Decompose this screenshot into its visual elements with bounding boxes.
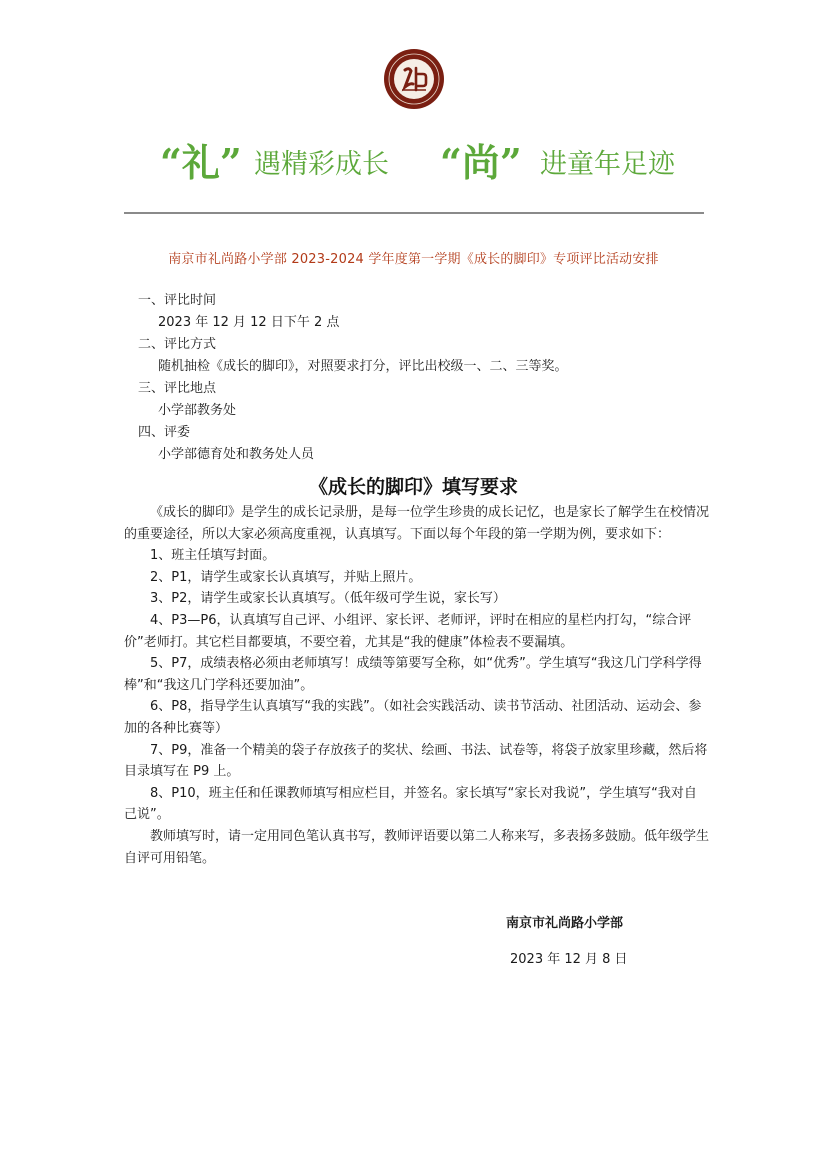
signature: 南京市礼尚路小学部	[506, 916, 624, 931]
outline-detail-judges: 小学部德育处和教务处人员	[158, 447, 315, 462]
slogan-phrase-1: 遇精彩成长	[254, 149, 389, 180]
requirement-item: 6、P8，指导学生认真填写“我的实践”。（如社会实践活动、读书节活动、社团活动、运动会、参加的各种比赛等）	[124, 699, 702, 736]
slogan-quote-shang: “尚”	[440, 140, 522, 185]
outline-heading-method: 二、评比方式	[138, 337, 217, 352]
slogan-banner	[0, 138, 827, 198]
requirement-item: 8、P10，班主任和任课教师填写相应栏目，并签名。家长填写“家长对我说”，学生填写“我对自己说”。	[124, 785, 697, 823]
requirement-item: 3、P2，请学生或家长认真填写。（低年级可学生说，家长写）	[150, 591, 506, 607]
requirement-item: 2、P1，请学生或家长认真填写，并贴上照片。	[150, 569, 422, 585]
requirements-closing: 教师填写时，请一定用同色笔认真书写，教师评语要以第二人称来写，多表扬多鼓励。低年级学生自评可用铅笔。	[124, 828, 710, 866]
requirement-item: 7、P9，准备一个精美的袋子存放孩子的奖状、绘画、书法、试卷等，将袋子放家里珍藏，然后将目录填写在 P9 上。	[124, 742, 708, 780]
slogan-phrase-2: 进童年足迹	[540, 149, 675, 180]
outline-detail-method: 随机抽检《成长的脚印》，对照要求打分，评比出校级一、二、三等奖。	[158, 359, 568, 374]
school-seal-logo	[383, 48, 445, 110]
document-date: 2023 年 12 月 8 日	[510, 952, 628, 967]
requirements-title: 《成长的脚印》填写要求	[308, 476, 518, 498]
requirement-item: 5、P7，成绩表格必须由老师填写！成绩等第要写全称，如“优秀”。学生填写“我这几门学科学得棒”和“我这几门学科还要加油”。	[124, 656, 702, 693]
outline-detail-time: 2023 年 12 月 12 日下午 2 点	[158, 315, 340, 330]
slogan-quote-li: “礼”	[160, 140, 242, 185]
requirements-intro: 《成长的脚印》是学生的成长记录册，是每一位学生珍贵的成长记忆，也是家长了解学生在校情况的重要途径，所以大家必须高度重视，认真填写。下面以每个年段的第一学期为例，要求如下：	[124, 505, 710, 542]
outline-heading-place: 三、评比地点	[138, 381, 217, 396]
header-divider	[124, 212, 704, 214]
outline-detail-place: 小学部教务处	[158, 403, 237, 418]
outline-heading-time: 一、评比时间	[138, 293, 217, 308]
requirement-item: 4、P3—P6，认真填写自己评、小组评、家长评、老师评，评时在相应的星栏内打勾，“综合评价”老师打。其它栏目都要填，不要空着，尤其是“我的健康”体检表不要漏填。	[124, 612, 692, 650]
requirement-item: 1、班主任填写封面。	[150, 548, 276, 564]
requirements-body	[124, 502, 709, 869]
activity-subtitle: 南京市礼尚路小学部 2023-2024 学年度第一学期《成长的脚印》专项评比活动安排	[168, 252, 659, 267]
evaluation-outline	[138, 290, 568, 466]
outline-heading-judges: 四、评委	[138, 425, 191, 440]
